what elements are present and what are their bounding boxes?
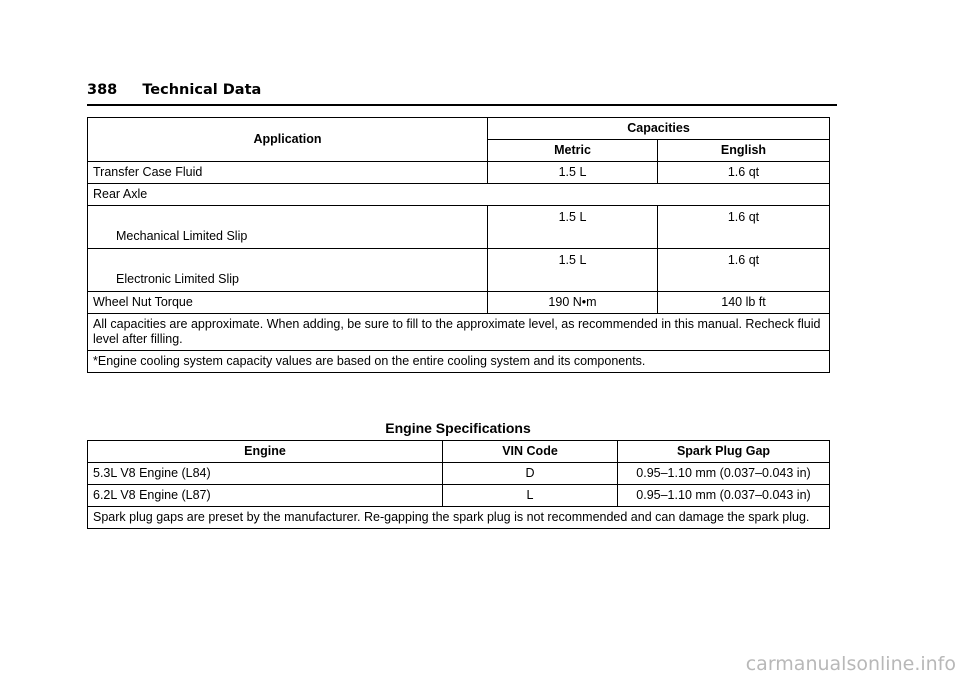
english-cell: 1.6 qt [658,162,830,184]
table-row [88,463,830,485]
capacities-note: All capacities are approximate. When adding, be sure to fill to the approximate level, as recommended in this manual. Recheck fluid level after filling. [88,314,830,351]
watermark-text: carmanualsonline.info [745,653,956,675]
metric-cell: 1.5 L [488,206,658,249]
spark-plug-gap-cell: 0.95–1.10 mm (0.037–0.043 in) [618,485,830,507]
table-row [88,206,830,249]
table-row [88,292,830,314]
vin-code-header: VIN Code [443,441,618,463]
english-header: English [658,140,830,162]
english-cell: 140 lb ft [658,292,830,314]
metric-header: Metric [488,140,658,162]
vin-code-cell: D [443,463,618,485]
spark-plug-note: Spark plug gaps are preset by the manufacturer. Re-gapping the spark plug is not recommended and can damage the spark plug. [88,507,830,529]
application-cell: Transfer Case Fluid [88,162,488,184]
page-number: 388 [87,82,118,98]
metric-cell: 190 N•m [488,292,658,314]
table-note-row [88,507,830,529]
table-note-row [88,314,830,351]
capacities-table [87,117,830,373]
cooling-note: *Engine cooling system capacity values are based on the entire cooling system and its components. [88,351,830,373]
capacities-header: Capacities [488,118,830,140]
application-cell: Rear Axle [88,184,830,206]
english-cell: 1.6 qt [658,249,830,292]
metric-cell: 1.5 L [488,249,658,292]
table-row [88,184,830,206]
table-row [88,485,830,507]
application-cell: Electronic Limited Slip [88,249,488,292]
application-cell: Wheel Nut Torque [88,292,488,314]
engine-specifications-table [87,440,830,529]
application-header: Application [88,118,488,162]
engine-cell: 5.3L V8 Engine (L84) [88,463,443,485]
vin-code-cell: L [443,485,618,507]
section-title: Technical Data [142,82,262,98]
table-note-row [88,351,830,373]
spark-plug-gap-cell: 0.95–1.10 mm (0.037–0.043 in) [618,463,830,485]
metric-cell: 1.5 L [488,162,658,184]
table-header-row [88,118,830,140]
spark-plug-gap-header: Spark Plug Gap [618,441,830,463]
engine-header: Engine [88,441,443,463]
table-header-row [88,441,830,463]
table-row [88,249,830,292]
engine-cell: 6.2L V8 Engine (L87) [88,485,443,507]
table-row [88,162,830,184]
page-header [87,82,837,106]
engine-specifications-caption: Engine Specifications [385,420,531,436]
application-cell: Mechanical Limited Slip [88,206,488,249]
english-cell: 1.6 qt [658,206,830,249]
